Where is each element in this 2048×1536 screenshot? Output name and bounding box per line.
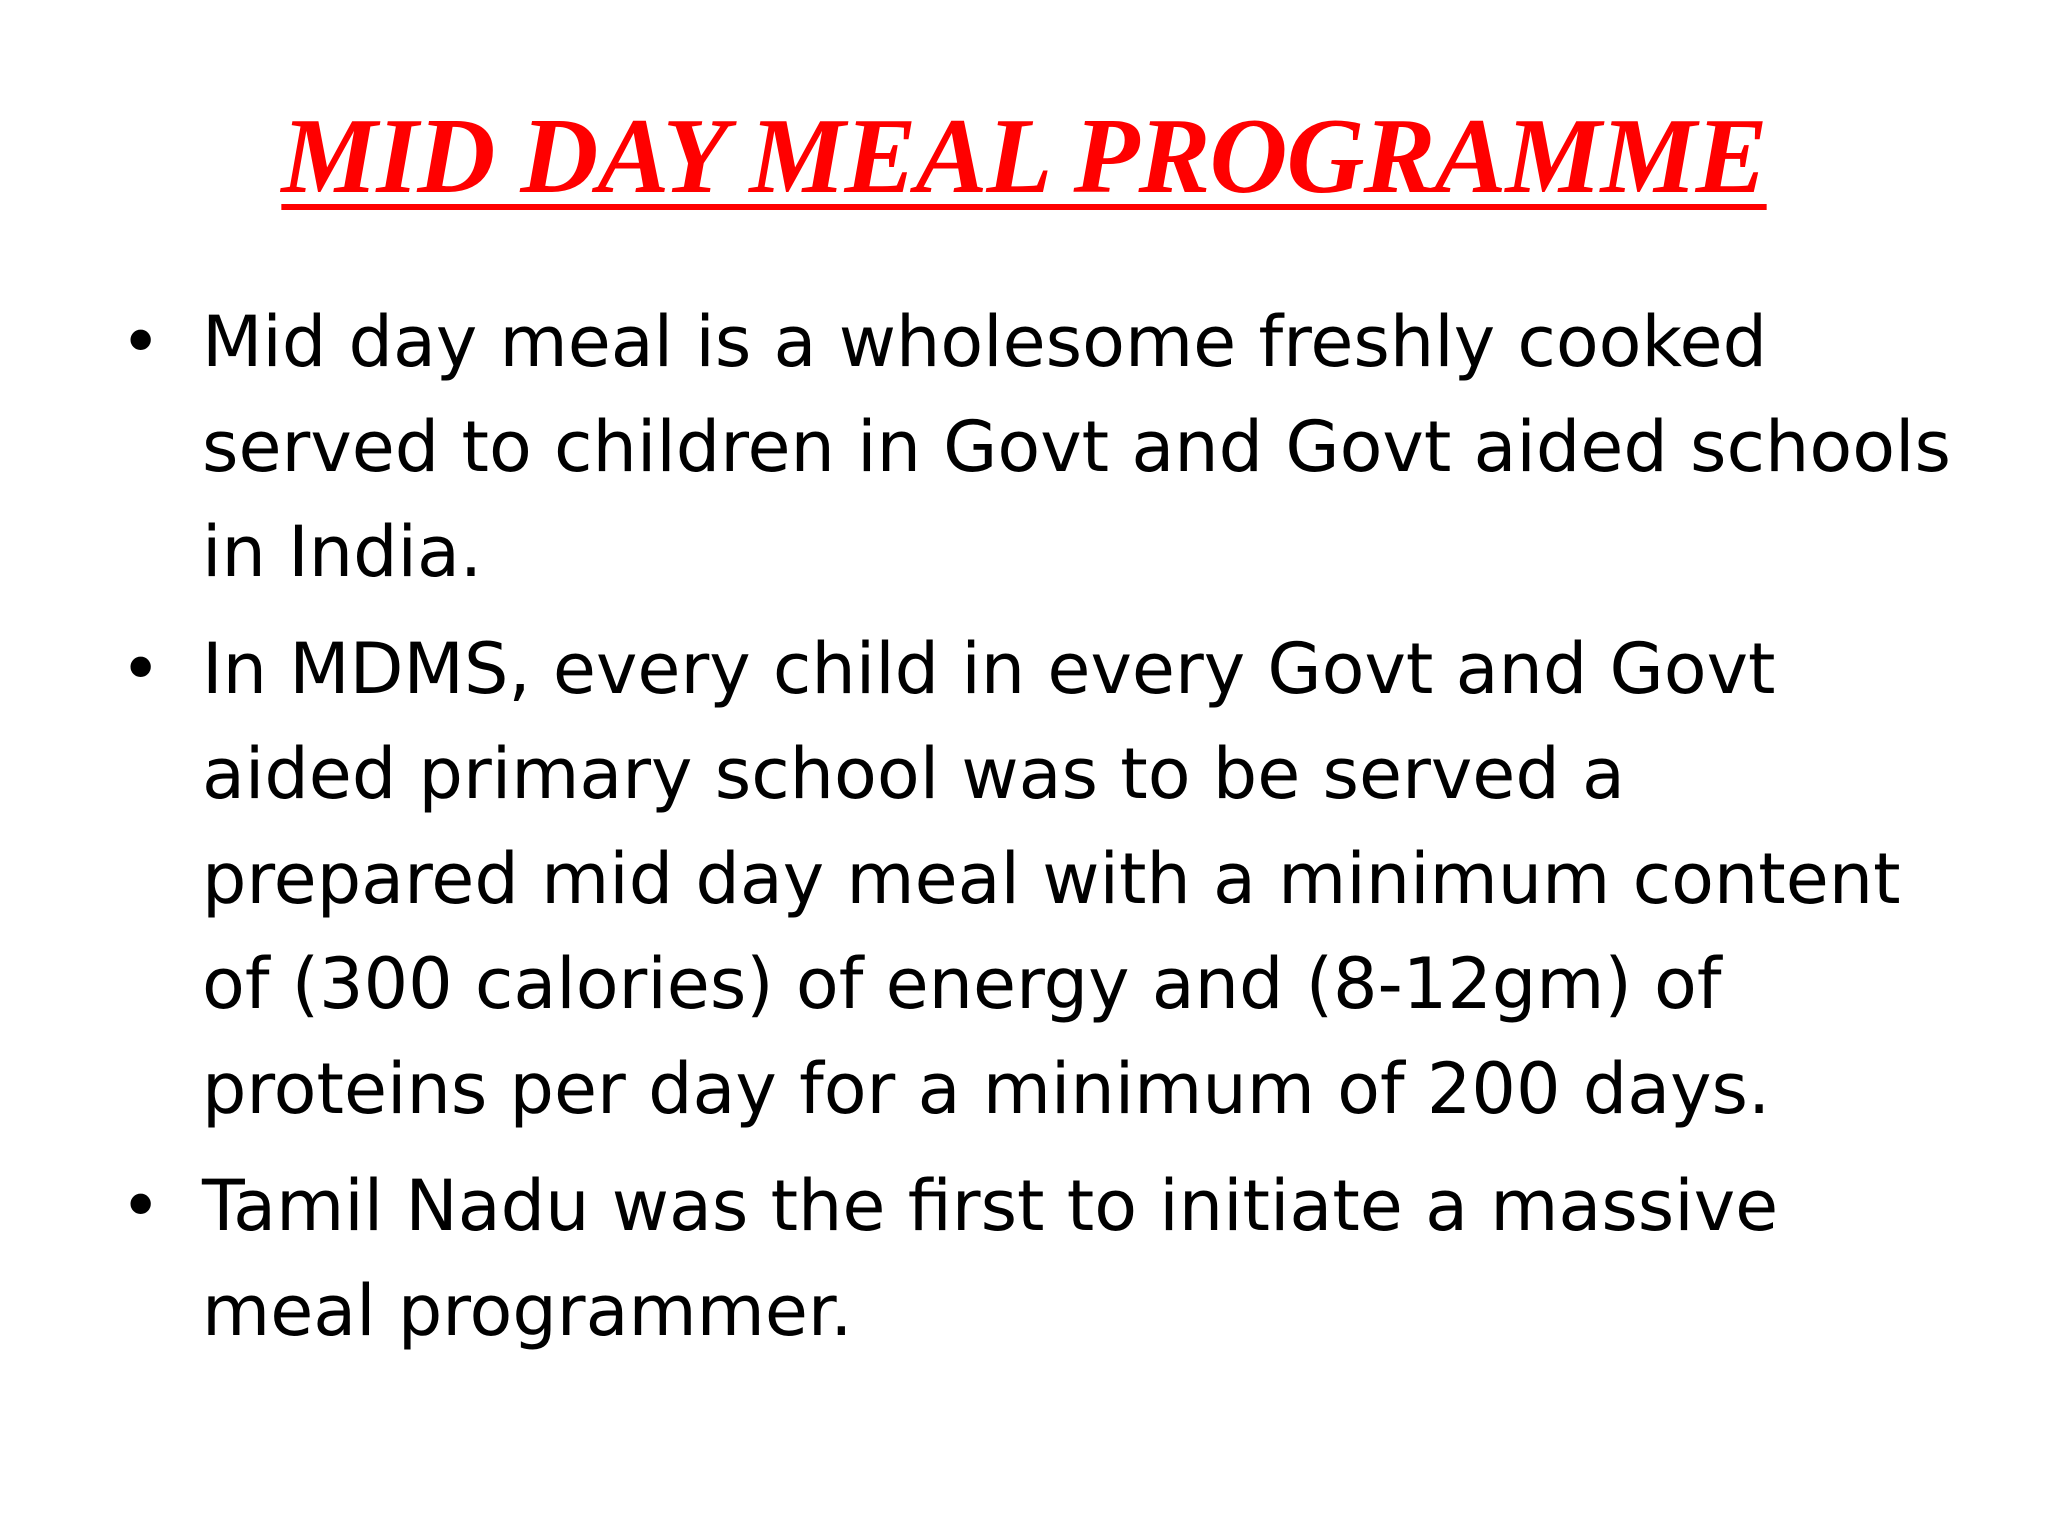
bullet-dot-icon: • — [120, 301, 162, 383]
bullet-list — [120, 290, 1960, 1376]
slide-title: MID DAY MEAL PROGRAMME — [281, 97, 1767, 216]
bullet-dot-icon: • — [120, 628, 162, 710]
bullet-item — [120, 617, 1960, 1142]
bullet-item — [120, 290, 1960, 605]
bullet-text: In MDMS, every child in every Govt and Govt aided primary school was to be served a prepared mid day meal with a minimum content of (300 calories) of energy and (8-12gm) of proteins per day for a minimum of 200 days. — [202, 628, 1901, 1130]
bullet-dot-icon: • — [120, 1165, 162, 1247]
bullet-text: Tamil Nadu was the first to initiate a massive meal programmer. — [202, 1165, 1779, 1352]
bullet-text: Mid day meal is a wholesome freshly cooked served to children in Govt and Govt aided schools in India. — [202, 301, 1951, 593]
bullet-item — [120, 1154, 1960, 1364]
